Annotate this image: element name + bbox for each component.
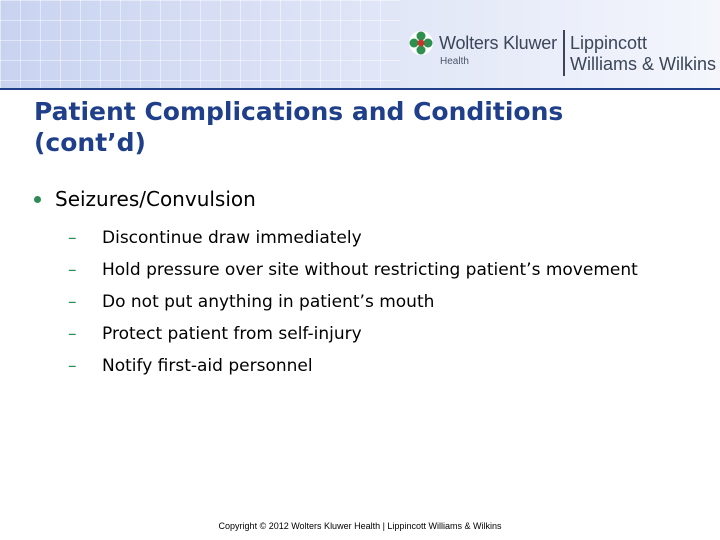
header-rule — [0, 88, 720, 90]
dash-marker: – — [68, 292, 77, 312]
sub-bullet — [68, 286, 638, 318]
dash-marker: – — [68, 228, 77, 248]
title-line-1: Patient Complications and Conditions — [34, 97, 564, 126]
sub-bullet-text: Discontinue draw immediately — [102, 228, 362, 248]
brand-subtitle: Health — [440, 56, 469, 67]
main-bullet — [34, 187, 256, 211]
sub-bullet-text: Do not put anything in patient’s mouth — [102, 292, 435, 312]
sub-bullet — [68, 318, 638, 350]
publisher-logo — [408, 30, 714, 78]
brand-name: Wolters Kluwer — [439, 33, 557, 53]
sub-bullet-list — [68, 222, 638, 382]
wolters-kluwer-logo-icon — [408, 30, 434, 56]
title-line-2: (cont’d) — [34, 128, 146, 157]
sub-bullet — [68, 254, 638, 286]
slide-header — [0, 0, 720, 88]
sub-bullet-text: Hold pressure over site without restricting patient’s movement — [102, 260, 638, 280]
copyright-footer: Copyright © 2012 Wolters Kluwer Health | Lippincott Williams & Wilkins — [218, 521, 502, 531]
sub-bullet-text: Protect patient from self-injury — [102, 324, 362, 344]
slide-title — [34, 96, 694, 158]
partner-line-1: Lippincott — [570, 33, 648, 53]
sub-bullet — [68, 222, 638, 254]
main-bullet-text: Seizures/Convulsion — [55, 187, 256, 211]
bullet-dot-icon — [34, 196, 41, 203]
header-pattern — [0, 0, 400, 88]
partner-line-2: Williams & Wilkins — [570, 54, 716, 74]
partner-name — [570, 33, 716, 75]
logo-divider — [563, 30, 565, 76]
sub-bullet — [68, 350, 638, 382]
sub-bullet-text: Notify first-aid personnel — [102, 356, 313, 376]
dash-marker: – — [68, 324, 77, 344]
dash-marker: – — [68, 356, 77, 376]
dash-marker: – — [68, 260, 77, 280]
